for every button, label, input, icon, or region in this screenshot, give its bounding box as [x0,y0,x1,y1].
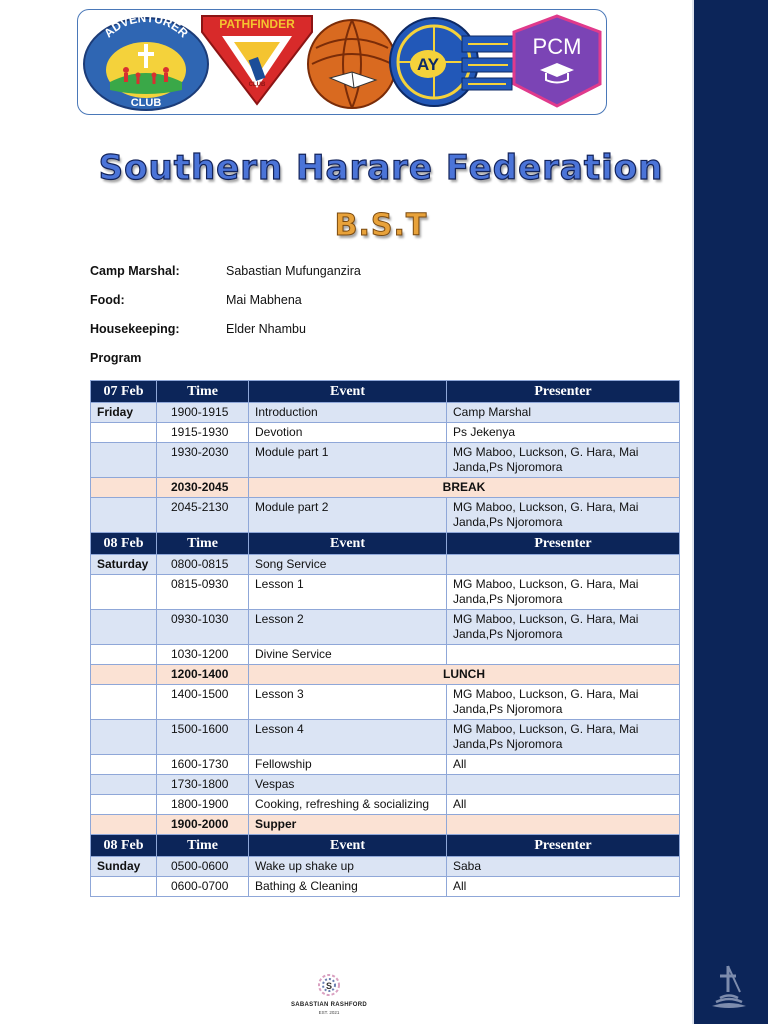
row-presenter [447,775,680,795]
staff-label: Food: [90,293,125,307]
row-presenter: MG Maboo, Luckson, G. Hara, Mai Janda,Ps Njoromora [447,720,680,755]
staff-label: Camp Marshal: [90,264,180,278]
schedule-row [91,555,680,575]
day-header-row [91,533,680,555]
row-time: 0800-0815 [157,555,249,575]
page-subtitle [0,208,768,243]
row-day [91,423,157,443]
schedule-break-row [91,665,680,685]
page-title [0,148,768,188]
row-time: 1600-1730 [157,755,249,775]
pathfinder-bottom-text: CLUB [248,82,266,88]
schedule-row [91,645,680,665]
row-day [91,815,157,835]
row-time: 1500-1600 [157,720,249,755]
row-day [91,775,157,795]
row-event: Introduction [249,403,447,423]
schedule-row [91,720,680,755]
row-presenter: MG Maboo, Luckson, G. Hara, Mai Janda,Ps Njoromora [447,575,680,610]
staff-label: Housekeeping: [90,322,180,336]
row-time: 2045-2130 [157,498,249,533]
schedule-row [91,775,680,795]
row-presenter: All [447,877,680,897]
row-event: Supper [249,815,447,835]
schedule-break-row [91,478,680,498]
schedule-row [91,795,680,815]
row-event: Module part 2 [249,498,447,533]
schedule-row [91,755,680,775]
header-event: Event [249,381,447,403]
schedule-row [91,575,680,610]
footer-est: EST. 2021 [318,1010,340,1015]
schedule-row [91,610,680,645]
schedule-break-row [91,815,680,835]
header-presenter: Presenter [447,835,680,857]
header-event: Event [249,533,447,555]
row-event: Devotion [249,423,447,443]
row-event: Divine Service [249,645,447,665]
row-time: 1915-1930 [157,423,249,443]
header-time: Time [157,533,249,555]
schedule-row [91,857,680,877]
schedule-row [91,877,680,897]
row-day [91,498,157,533]
page-subtitle-text: B.S.T [334,208,428,243]
adventurer-club-logo [82,12,210,112]
row-time: 1900-1915 [157,403,249,423]
row-event: Lesson 1 [249,575,447,610]
schedule-body [91,381,680,897]
row-day [91,478,157,498]
row-presenter: Ps Jekenya [447,423,680,443]
schedule-row [91,403,680,423]
row-time: 0930-1030 [157,610,249,645]
row-time: 2030-2045 [157,478,249,498]
day-header-row [91,381,680,403]
row-time: 1200-1400 [157,665,249,685]
row-time: 0600-0700 [157,877,249,897]
footer-name: SABASTIAN RASHFORD [290,1002,368,1008]
row-presenter: Camp Marshal [447,403,680,423]
row-time: 1930-2030 [157,443,249,478]
footer-logo [288,968,370,1018]
svg-text:S: S [325,981,333,991]
staff-value: Sabastian Mufunganzira [226,264,361,278]
footer-emblem-icon [288,968,370,1002]
page-title-text: Southern Harare Federation [98,148,664,188]
header-time: Time [157,835,249,857]
row-time: 1900-2000 [157,815,249,835]
row-presenter [447,815,680,835]
row-time: 1800-1900 [157,795,249,815]
row-day [91,795,157,815]
schedule-row [91,685,680,720]
row-event: Lesson 4 [249,720,447,755]
row-day [91,685,157,720]
row-day [91,610,157,645]
sda-church-logo-icon [706,962,752,1014]
row-time: 1730-1800 [157,775,249,795]
row-time: 0815-0930 [157,575,249,610]
row-presenter: MG Maboo, Luckson, G. Hara, Mai Janda,Ps Njoromora [447,498,680,533]
row-event: Cooking, refreshing & socializing [249,795,447,815]
header-presenter: Presenter [447,381,680,403]
row-event: Vespas [249,775,447,795]
row-event: Module part 1 [249,443,447,478]
row-event: Fellowship [249,755,447,775]
row-event: Wake up shake up [249,857,447,877]
row-day [91,755,157,775]
schedule-row [91,423,680,443]
row-day: Sunday [91,857,157,877]
staff-value: Elder Nhambu [226,322,306,336]
row-event: Lesson 2 [249,610,447,645]
adventurer-bottom-text: CLUB [130,97,162,109]
adventurer-top-text: ADVENTURER [101,12,191,41]
day-header-date: 08 Feb [91,835,157,857]
row-day: Friday [91,403,157,423]
ay-text: AY [416,55,440,74]
program-label: Program [90,351,142,365]
pcm-logo [510,14,604,108]
row-presenter: MG Maboo, Luckson, G. Hara, Mai Janda,Ps Njoromora [447,443,680,478]
day-header-row [91,835,680,857]
row-presenter [447,645,680,665]
row-event: Song Service [249,555,447,575]
day-header-date: 08 Feb [91,533,157,555]
header-time: Time [157,381,249,403]
globe-book-logo [304,14,400,112]
row-time: 0500-0600 [157,857,249,877]
row-event: LUNCH [249,665,680,685]
row-presenter: All [447,755,680,775]
header-presenter: Presenter [447,533,680,555]
header-event: Event [249,835,447,857]
row-day [91,645,157,665]
row-day [91,720,157,755]
row-event: BREAK [249,478,680,498]
row-presenter [447,555,680,575]
program-schedule-table [90,380,680,897]
pathfinder-top-text: PATHFINDER [219,17,295,31]
row-day [91,575,157,610]
row-time: 1030-1200 [157,645,249,665]
row-presenter: MG Maboo, Luckson, G. Hara, Mai Janda,Ps Njoromora [447,685,680,720]
staff-value: Mai Mabhena [226,293,302,307]
row-event: Bathing & Cleaning [249,877,447,897]
day-header-date: 07 Feb [91,381,157,403]
row-day: Saturday [91,555,157,575]
row-day [91,877,157,897]
schedule-row [91,443,680,478]
pathfinder-club-logo [196,12,318,108]
ay-logo [388,16,524,108]
row-day [91,665,157,685]
row-day [91,443,157,478]
schedule-row [91,498,680,533]
row-presenter: Saba [447,857,680,877]
pcm-text: PCM [532,34,582,59]
row-event: Lesson 3 [249,685,447,720]
row-time: 1400-1500 [157,685,249,720]
row-presenter: MG Maboo, Luckson, G. Hara, Mai Janda,Ps Njoromora [447,610,680,645]
row-presenter: All [447,795,680,815]
